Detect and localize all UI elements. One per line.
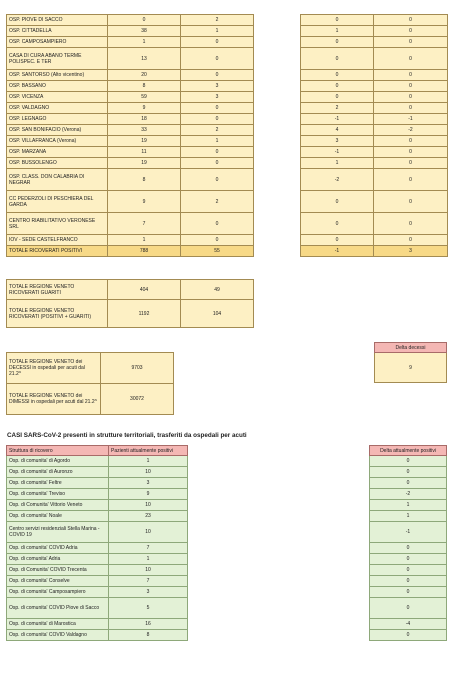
delta-value: 0 xyxy=(374,103,448,114)
row-value: 3 xyxy=(181,92,254,103)
patients-value: 1 xyxy=(109,554,188,565)
territorial-delta-table xyxy=(369,445,447,641)
table-row xyxy=(370,543,447,554)
row-value: 49 xyxy=(181,280,254,300)
table-row xyxy=(7,384,174,415)
row-value: 0 xyxy=(181,158,254,169)
total-row xyxy=(7,246,254,257)
patients-value: 9 xyxy=(109,489,188,500)
hospital-name: OSP. MARZANA xyxy=(7,147,108,158)
table-row xyxy=(7,587,188,598)
table-row xyxy=(7,630,188,641)
structure-name: Osp. di comunita' Conselve xyxy=(7,576,109,587)
table-row xyxy=(301,147,448,158)
delta-value: 0 xyxy=(374,70,448,81)
structure-name: Osp. di comunita' Feltre xyxy=(7,478,109,489)
row-value: 19 xyxy=(108,158,181,169)
table-row xyxy=(301,114,448,125)
delta-value: -2 xyxy=(374,125,448,136)
total-delta: -1 xyxy=(301,246,374,257)
row-value: 3 xyxy=(181,81,254,92)
hospital-name: OSP. SANTORSO (Alto vicentino) xyxy=(7,70,108,81)
row-value: 1 xyxy=(108,235,181,246)
hospital-name: CC PEDERZOLI DI PESCHIERA DEL GARDA xyxy=(7,191,108,213)
row-label: TOTALE REGIONE VENETO dei DECESSI in ospedali per acuti dal 21.2^ xyxy=(7,353,101,384)
delta-value: 0 xyxy=(301,92,374,103)
patients-value: 1 xyxy=(109,456,188,467)
table-row xyxy=(7,48,254,70)
delta-value: 0 xyxy=(370,587,447,598)
delta-value: -1 xyxy=(301,114,374,125)
table-row xyxy=(7,136,254,147)
delta-value: 0 xyxy=(301,81,374,92)
delta-value: 1 xyxy=(301,26,374,37)
table-row xyxy=(7,92,254,103)
table-row xyxy=(301,92,448,103)
row-value: 0 xyxy=(181,114,254,125)
row-value: 1 xyxy=(108,37,181,48)
total-value: 55 xyxy=(181,246,254,257)
patients-value: 7 xyxy=(109,543,188,554)
table-row xyxy=(370,500,447,511)
delta-value: 0 xyxy=(301,191,374,213)
table-row xyxy=(7,565,188,576)
row-value: 1192 xyxy=(108,300,181,328)
table-row xyxy=(7,522,188,543)
structure-name: Osp. di comunita' Noale xyxy=(7,511,109,522)
delta-value: 1 xyxy=(370,500,447,511)
table-row xyxy=(7,300,254,328)
column-header: Struttura di ricovero xyxy=(7,446,109,456)
table-row xyxy=(301,15,448,26)
table-row xyxy=(301,70,448,81)
table-row xyxy=(370,489,447,500)
structure-name: Osp. di Comunita' COVID Trecenta xyxy=(7,565,109,576)
table-row xyxy=(7,456,188,467)
row-value: 30072 xyxy=(101,384,174,415)
hospital-name: OSP. BUSSOLENGO xyxy=(7,158,108,169)
delta-value: 0 xyxy=(370,630,447,641)
delta-value: 0 xyxy=(370,598,447,619)
row-value: 0 xyxy=(181,103,254,114)
delta-value: 0 xyxy=(301,37,374,48)
patients-value: 23 xyxy=(109,511,188,522)
table-row xyxy=(7,511,188,522)
delta-value: 0 xyxy=(370,565,447,576)
delta-value: -4 xyxy=(370,619,447,630)
table-row xyxy=(370,598,447,619)
table-row xyxy=(370,565,447,576)
delta-deaths-value: 9 xyxy=(375,353,447,383)
table-row xyxy=(370,587,447,598)
patients-value: 7 xyxy=(109,576,188,587)
table-row xyxy=(7,37,254,48)
hospital-delta-table xyxy=(300,14,448,257)
delta-value: 0 xyxy=(374,147,448,158)
delta-value: 0 xyxy=(370,478,447,489)
patients-value: 10 xyxy=(109,565,188,576)
row-value: 1 xyxy=(181,26,254,37)
delta-value: 2 xyxy=(301,103,374,114)
row-value: 9 xyxy=(108,103,181,114)
table-row xyxy=(370,456,447,467)
table-row xyxy=(370,619,447,630)
table-row xyxy=(7,576,188,587)
structure-name: Osp. di comunita' COVID Adria xyxy=(7,543,109,554)
table-row xyxy=(7,158,254,169)
table-row xyxy=(7,81,254,92)
deaths-discharged-table xyxy=(6,352,174,415)
hospital-name: OSP. CAMPOSAMPIERO xyxy=(7,37,108,48)
hospital-name: OSP. LEGNAGO xyxy=(7,114,108,125)
table-row xyxy=(7,353,174,384)
table-row xyxy=(7,489,188,500)
structure-name: Osp. di comunita' Adria xyxy=(7,554,109,565)
hospital-name: OSP. CITTADELLA xyxy=(7,26,108,37)
table-header-row xyxy=(7,446,188,456)
table-row xyxy=(370,522,447,543)
delta-value: 0 xyxy=(374,26,448,37)
delta-value: 0 xyxy=(374,169,448,191)
table-row xyxy=(370,511,447,522)
hospital-name: CASA DI CURA ABANO TERME POLISPEC. E TER xyxy=(7,48,108,70)
hospital-name: OSP. PIOVE DI SACCO xyxy=(7,15,108,26)
delta-value: 0 xyxy=(374,15,448,26)
table-row xyxy=(301,48,448,70)
hospital-name: OSP. CLASS. DON CALABRIA DI NEGRAR xyxy=(7,169,108,191)
total-label: TOTALE RICOVERATI POSITIVI xyxy=(7,246,108,257)
delta-value: 0 xyxy=(370,467,447,478)
column-header: Delta attualmente positivi xyxy=(370,446,447,456)
table-row xyxy=(7,114,254,125)
hospital-table xyxy=(6,14,254,257)
delta-value: -1 xyxy=(301,147,374,158)
delta-value: 0 xyxy=(370,576,447,587)
delta-value: 0 xyxy=(374,37,448,48)
patients-value: 8 xyxy=(109,630,188,641)
row-value: 11 xyxy=(108,147,181,158)
delta-value: 1 xyxy=(301,158,374,169)
row-value: 0 xyxy=(181,48,254,70)
delta-value: 0 xyxy=(301,15,374,26)
delta-value: 0 xyxy=(301,70,374,81)
table-row xyxy=(7,213,254,235)
total-delta: 3 xyxy=(374,246,448,257)
patients-value: 10 xyxy=(109,500,188,511)
structure-name: Osp. di comunita' COVID Piove di Sacco xyxy=(7,598,109,619)
table-row xyxy=(7,147,254,158)
delta-value: 0 xyxy=(374,136,448,147)
table-row xyxy=(301,26,448,37)
row-label: TOTALE REGIONE VENETO dei DIMESSI in ospedali per acuti dal 21.2^ xyxy=(7,384,101,415)
structure-name: Osp. di comunita' COVID Valdagno xyxy=(7,630,109,641)
patients-value: 10 xyxy=(109,467,188,478)
delta-value: 3 xyxy=(301,136,374,147)
table-row xyxy=(301,158,448,169)
table-row xyxy=(370,576,447,587)
row-value: 2 xyxy=(181,15,254,26)
delta-value: 0 xyxy=(370,456,447,467)
row-value: 0 xyxy=(181,235,254,246)
row-value: 59 xyxy=(108,92,181,103)
delta-value: 0 xyxy=(374,158,448,169)
row-value: 0 xyxy=(181,70,254,81)
table-row xyxy=(301,81,448,92)
delta-value: 4 xyxy=(301,125,374,136)
patients-value: 3 xyxy=(109,587,188,598)
delta-value: 0 xyxy=(374,213,448,235)
delta-value: 1 xyxy=(370,511,447,522)
territorial-table xyxy=(6,445,188,641)
patients-value: 5 xyxy=(109,598,188,619)
row-value: 0 xyxy=(181,37,254,48)
row-value: 1 xyxy=(181,136,254,147)
structure-name: Osp. di Comunita' Vittorio Veneto xyxy=(7,500,109,511)
row-value: 404 xyxy=(108,280,181,300)
row-value: 104 xyxy=(181,300,254,328)
delta-value: 0 xyxy=(301,235,374,246)
table-row xyxy=(301,37,448,48)
delta-value: 0 xyxy=(374,92,448,103)
table-row xyxy=(370,478,447,489)
row-label: TOTALE REGIONE VENETO RICOVERATI (POSITIVI + GUARITI) xyxy=(7,300,108,328)
structure-name: Osp. di comunita' di Marostica xyxy=(7,619,109,630)
row-value: 9703 xyxy=(101,353,174,384)
row-value: 0 xyxy=(108,15,181,26)
row-value: 33 xyxy=(108,125,181,136)
table-row xyxy=(7,169,254,191)
hospital-name: OSP. VICENZA xyxy=(7,92,108,103)
patients-value: 3 xyxy=(109,478,188,489)
delta-value: 0 xyxy=(301,48,374,70)
column-header: Pazienti attualmente positivi xyxy=(109,446,188,456)
structure-name: Centro servizi residenziali Stella Marina - COVID 19 xyxy=(7,522,109,543)
table-row xyxy=(7,619,188,630)
patients-value: 10 xyxy=(109,522,188,543)
structure-name: Osp. di comunita' Camposampiero xyxy=(7,587,109,598)
row-value: 7 xyxy=(108,213,181,235)
table-row xyxy=(7,26,254,37)
row-value: 13 xyxy=(108,48,181,70)
row-value: 8 xyxy=(108,81,181,92)
row-value: 0 xyxy=(181,169,254,191)
structure-name: Osp. di comunita' Treviso xyxy=(7,489,109,500)
table-header-row xyxy=(375,343,447,353)
hospital-name: CENTRO RIABILITATIVO VERONESE SRL xyxy=(7,213,108,235)
hospital-name: IOV - SEDE CASTELFRANCO xyxy=(7,235,108,246)
hospital-name: OSP. BASSANO xyxy=(7,81,108,92)
delta-deaths-header: Delta decessi xyxy=(375,343,447,353)
table-header-row xyxy=(370,446,447,456)
table-row xyxy=(7,598,188,619)
delta-value: -1 xyxy=(370,522,447,543)
row-value: 0 xyxy=(181,213,254,235)
hospital-name: OSP. SAN BONIFACIO (Verona) xyxy=(7,125,108,136)
table-row xyxy=(7,467,188,478)
total-value: 788 xyxy=(108,246,181,257)
structure-name: Osp. di comunita' di Auronzo xyxy=(7,467,109,478)
table-row xyxy=(7,103,254,114)
table-row xyxy=(301,136,448,147)
table-row xyxy=(7,191,254,213)
row-value: 0 xyxy=(181,147,254,158)
hospital-name: OSP. VILLAFRANCA (Verona) xyxy=(7,136,108,147)
delta-value: 0 xyxy=(370,543,447,554)
table-row xyxy=(301,213,448,235)
row-value: 2 xyxy=(181,191,254,213)
row-value: 20 xyxy=(108,70,181,81)
row-value: 19 xyxy=(108,136,181,147)
table-row xyxy=(7,280,254,300)
table-row xyxy=(301,191,448,213)
table-row xyxy=(7,500,188,511)
row-label: TOTALE REGIONE VENETO RICOVERATI GUARITI xyxy=(7,280,108,300)
delta-value: -1 xyxy=(374,114,448,125)
delta-value: 0 xyxy=(374,235,448,246)
row-value: 18 xyxy=(108,114,181,125)
delta-value: 0 xyxy=(370,554,447,565)
total-row xyxy=(301,246,448,257)
table-row xyxy=(370,554,447,565)
delta-value: 0 xyxy=(374,81,448,92)
row-value: 9 xyxy=(108,191,181,213)
table-row xyxy=(370,467,447,478)
row-value: 8 xyxy=(108,169,181,191)
table-row xyxy=(7,70,254,81)
table-row xyxy=(301,125,448,136)
table-row xyxy=(301,103,448,114)
table-row xyxy=(7,478,188,489)
table-row xyxy=(370,630,447,641)
structure-name: Osp. di comunita' di Agordo xyxy=(7,456,109,467)
patients-value: 16 xyxy=(109,619,188,630)
hospital-name: OSP. VALDAGNO xyxy=(7,103,108,114)
delta-value: 0 xyxy=(374,191,448,213)
table-row xyxy=(301,169,448,191)
table-row xyxy=(301,235,448,246)
delta-deaths-table xyxy=(374,342,447,383)
delta-value: -2 xyxy=(370,489,447,500)
delta-value: -2 xyxy=(301,169,374,191)
table-row xyxy=(7,235,254,246)
table-row xyxy=(7,543,188,554)
regional-totals-table xyxy=(6,279,254,328)
row-value: 2 xyxy=(181,125,254,136)
table-row xyxy=(7,15,254,26)
table-row xyxy=(375,353,447,383)
section-title: CASI SARS-CoV-2 presenti in strutture territoriali, trasferiti da ospedali per acuti xyxy=(7,432,247,439)
table-row xyxy=(7,554,188,565)
delta-value: 0 xyxy=(301,213,374,235)
table-row xyxy=(7,125,254,136)
delta-value: 0 xyxy=(374,48,448,70)
row-value: 38 xyxy=(108,26,181,37)
